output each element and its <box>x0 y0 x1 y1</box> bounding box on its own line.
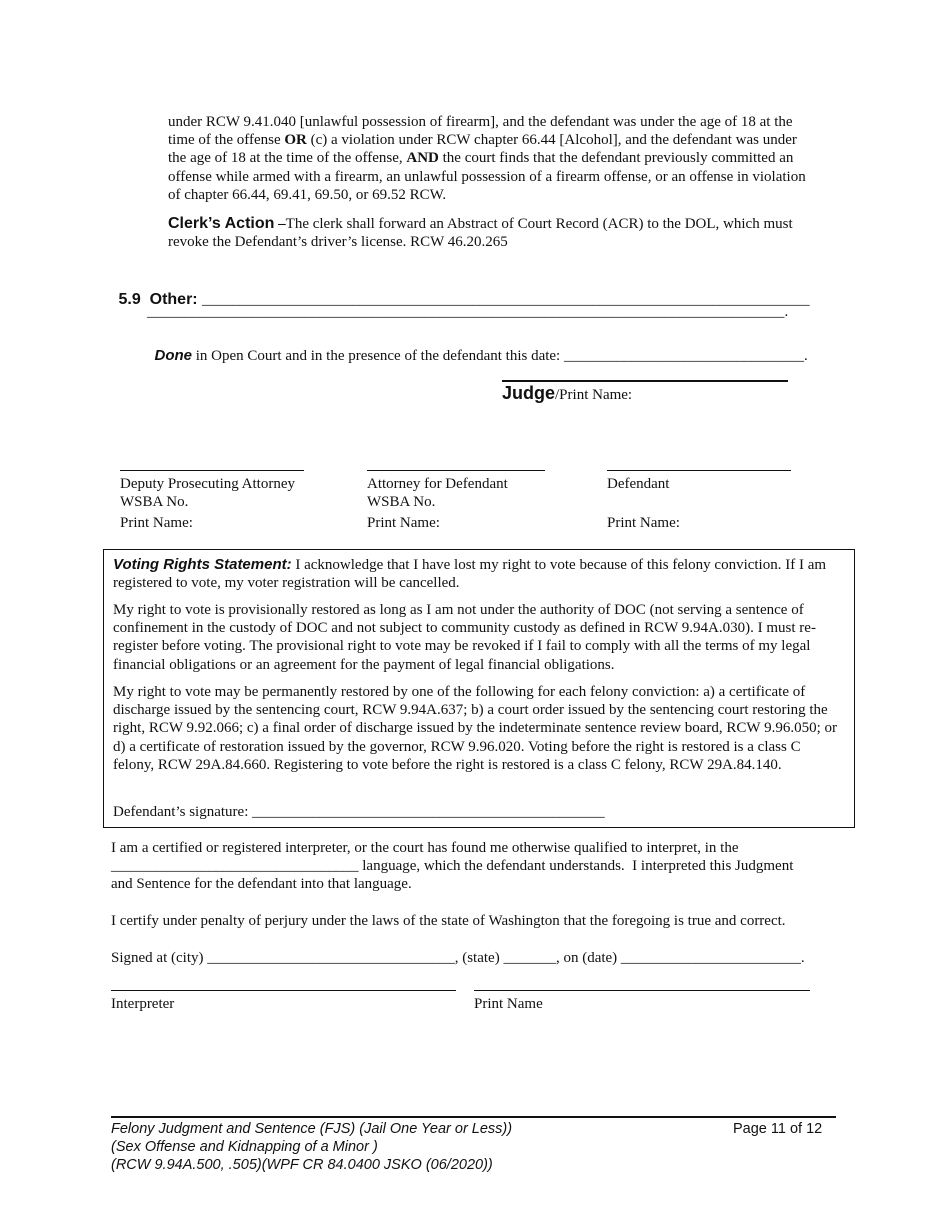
interpreter-language-field[interactable]: _________________________________ language, which the defendant understands. I interpreted this Judgment <box>111 858 794 875</box>
defendant-title: Defendant <box>607 476 670 492</box>
and-keyword: AND <box>406 150 439 167</box>
footer-title <box>111 1120 512 1174</box>
prosecutor-block <box>120 475 295 533</box>
voting-rights-p2: My right to vote is provisionally restored as long as I am not under the authority of DOC (not serving a sentence of confinement in the custody of DOC and not subject to community custody as defined in RCW 9.94A.030). I must re-register before voting. The provisional right to vote may be revoked if I fail to comply with all the terms of my legal financial obligations or an agreement for the payment of legal financial obligations. <box>113 602 816 673</box>
interpreter-label: Interpreter <box>111 996 175 1012</box>
prosecutor-title: Deputy Prosecuting Attorney <box>120 476 295 492</box>
defense-title: Attorney for Defendant <box>367 476 508 492</box>
print-name-label: Print Name <box>474 996 543 1012</box>
interpreter-print-name-line[interactable] <box>474 990 810 991</box>
prosecutor-signature-line[interactable] <box>120 470 304 471</box>
text: time of the offense <box>168 132 285 149</box>
clerks-action-text: The clerk shall forward an Abstract of Court Record (ACR) to the DOL, which must <box>285 216 793 232</box>
clerks-action-label: Clerk’s Action <box>168 215 275 232</box>
other-blank-1[interactable]: _________________________________________________________________________________ <box>202 292 810 309</box>
signed-at-field[interactable]: Signed at (city) _________________________________, (state) _______, on (date) ________________________. <box>111 950 805 966</box>
offense-line-5: of chapter 66.44, 69.41, 69.50, or 69.52 RCW. <box>168 186 447 203</box>
footer-line-1: Felony Judgment and Sentence (FJS) (Jail One Year or Less)) <box>111 1121 513 1137</box>
clerks-action-line-1 <box>168 215 833 233</box>
defendant-block <box>607 475 680 532</box>
interpreter-signature-line[interactable] <box>111 990 456 991</box>
interpreter-statement <box>111 839 831 894</box>
prosecutor-print-name: Print Name: <box>120 515 193 532</box>
offense-line-3 <box>168 149 833 167</box>
footer-rule <box>111 1116 836 1118</box>
offense-line-2 <box>168 131 833 149</box>
done-line <box>147 329 808 365</box>
prosecutor-wsba: WSBA No. <box>120 494 189 511</box>
interpreter-line-3: and Sentence for the defendant into that language. <box>111 876 412 893</box>
voting-rights-p1 <box>113 556 843 592</box>
offense-line-4: offense while armed with a firearm, an unlawful possession of a firearm offense, or an offense in violation <box>168 168 806 185</box>
defense-block <box>367 475 508 533</box>
text: the age of 18 at the time of the offense, <box>168 150 407 167</box>
text: (c) a violation under RCW chapter 66.44 [Alcohol], and the defendant was under <box>306 132 797 149</box>
clerks-action <box>168 215 833 251</box>
judge-signature-line[interactable] <box>502 380 788 382</box>
defendant-signature-line[interactable] <box>607 470 791 471</box>
defense-signature-line[interactable] <box>367 470 545 471</box>
clerks-action-line-2: revoke the Defendant’s driver’s license. RCW 46.20.265 <box>168 234 508 251</box>
done-label: Done <box>154 347 192 365</box>
other-blank-2[interactable]: _____________________________________________________________________________________. <box>147 304 789 320</box>
defendant-signature-field[interactable]: Defendant’s signature: _______________________________________________ <box>113 804 605 820</box>
voting-rights-box <box>103 549 855 828</box>
perjury-certification: I certify under penalty of perjury under the laws of the state of Washington that the foregoing is true and correct. <box>111 913 786 929</box>
judge-label: Judge <box>502 383 556 403</box>
page-number: Page 11 of 12 <box>733 1121 823 1137</box>
judge-print-name: /Print Name: <box>555 387 633 403</box>
voting-rights-p3: My right to vote may be permanently restored by one of the following for each felony conviction: a) a certificate of discharge issued by the sentencing court, RCW 9.94A.637; b) a court order issued by the sentencing court restoring the right, RCW 9.92.066; c) a final order of discharge issued by the indeterminate sentence review board, RCW 9.96.050; or d) a certificate of restoration issued by the governor, RCW 9.96.020. Voting before the right is restored is a class C felony, RCW 29A.84.660. Registering to vote before the right is restored is a class C felony, RCW 29A.84.140. <box>113 684 837 773</box>
or-keyword: OR <box>284 132 307 149</box>
text: the court finds that the defendant previously committed an <box>438 150 794 167</box>
voting-rights-label: Voting Rights Statement: <box>113 556 292 573</box>
done-text: in Open Court and in the presence of the defendant this date: ________________________________. <box>192 348 808 365</box>
offense-paragraph <box>168 113 833 204</box>
voting-rights-text-1: I acknowledge that I have lost my right to vote because of this felony conviction. If I am registered to vote, my voter registration will be cancelled. <box>113 557 827 592</box>
defense-wsba: WSBA No. <box>367 494 436 511</box>
footer-line-3: (RCW 9.94A.500, .505)(WPF CR 84.0400 JSKO (06/2020)) <box>111 1157 493 1173</box>
defense-print-name: Print Name: <box>367 515 440 532</box>
judge-label-line <box>502 384 632 404</box>
interpreter-line-1: I am a certified or registered interpreter, or the court has found me otherwise qualified to interpret, in the <box>111 840 739 856</box>
footer-line-2: (Sex Offense and Kidnapping of a Minor ) <box>111 1139 378 1155</box>
dash: – <box>274 216 286 232</box>
defendant-print-name: Print Name: <box>607 515 680 532</box>
offense-line-1: under RCW 9.41.040 [unlawful possession of firearm], and the defendant was under the age of 18 at the <box>168 114 793 130</box>
other-label: 5.9 Other: <box>118 291 203 309</box>
